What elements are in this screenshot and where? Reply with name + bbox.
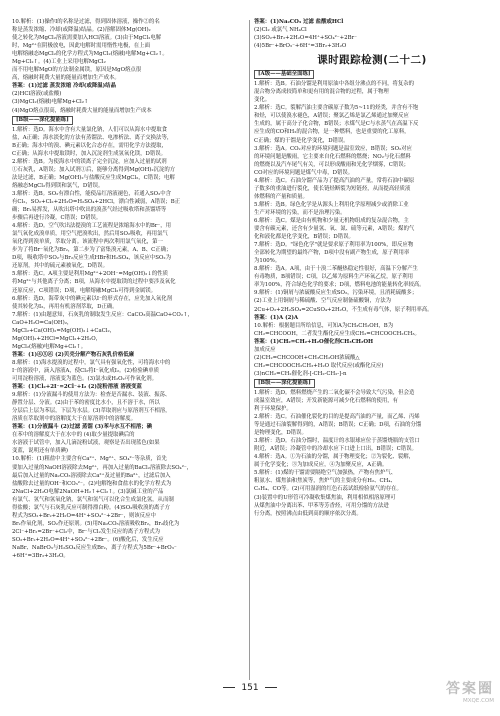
text-line: 率为100%，符合绿色化学的要求；D项，燃料电池的能量转化率较高。 xyxy=(254,282,425,289)
text-line: 有氯气、氢气和氢氧化钠，氯气和氢气可以化合生成氯化氢，从而制 xyxy=(12,496,174,503)
text-line: 生成的，属于高分子化合物，B错误；水煤气是C与水蒸气在高温下反 xyxy=(254,121,419,128)
footer-dash-right xyxy=(265,687,277,688)
text-line: 3.解析：选B。SO₂有漂白性，能使品红溶液褪色，若通入SO₂中含 xyxy=(12,190,172,197)
text-line: 称是蒸发浓缩、冷却(或降温)结晶。(2)溶解固体Mg(OH)₂ xyxy=(12,27,151,34)
text-line: 得盐酸；氯气与石灰乳反应可制得漂白粉。(4)SO₂吸收溴的离子方 xyxy=(12,504,171,511)
text-line: 2.解析：选B。为使海水中的镁离子完全沉淀，应加入过量的试剂 xyxy=(12,158,167,165)
text-line: 步为了将Br⁻氧化为Br₂，第二步为了富集溴元素，A、B、C正确； xyxy=(12,247,172,254)
text-line: CH₂=CHCOOH，二者发生酯化反应生成CH₂=CHCOOCH₂CH₃。 xyxy=(254,330,420,337)
text-line: CO对应的环境问题是煤气中毒，D错误。 xyxy=(254,169,354,176)
text-line: 混合物分离成较简单和更有用的混合物的过程，属于物理 xyxy=(254,89,389,96)
text-line: 行分离，按照沸点由低到高的顺序依次分离。 xyxy=(254,510,362,517)
text-line: 有毒物质，B项错误；C项，以乙烯为原料生产环氧乙烷，原子利用 xyxy=(254,274,414,281)
text-line: 5.解析：选C。A项主要是利用Mg²⁺+2OH⁻=Mg(OH)₂↓的性质 xyxy=(12,271,169,278)
text-line: C₂H₄、CO等。(2)可用湿润的红色石蕊试纸检验氨气的存在。 xyxy=(254,486,402,493)
left-column xyxy=(12,18,244,560)
text-line: 要加入过量的NaOH溶液除去Mg²⁺，再加入过量的BaCl₂溶液除去SO₄²⁻， xyxy=(12,464,193,471)
text-line: 7.解析：选D。"绿色化学"就是要求原子利用率为100%，即反应物 xyxy=(254,242,414,249)
text-line: 5.解析：选B。绿色化学是从源头上利用化学原理减少或消除工业 xyxy=(254,201,409,208)
footer-dash-left xyxy=(223,687,235,688)
text-line: 静置分层、分液。(2)由于苯的密度比水小，且不溶于水，所以 xyxy=(12,400,160,407)
text-line: 还原剂，其中的硫元素被氧化，D错误。 xyxy=(12,263,108,270)
text-line: 1.解析：选B。石油分馏是利用原油中各组分沸点的不同，将复杂的 xyxy=(254,81,415,88)
text-line: 确；Br₂易挥发，从吹出塔中吹出的溴蒸气经过吸收塔和蒸馏塔等 xyxy=(12,207,167,214)
text-line: C正确；从海水中提取镁时，加入沉淀剂生成氢氧化镁，D错误。 xyxy=(12,150,166,157)
text-line: MgCl₂+Ca(OH)₂=Mg(OH)₂↓+CaCl₂， xyxy=(12,327,116,334)
text-line: 熔融态MgCl₂得到镁和氯气，D错误。 xyxy=(12,182,104,189)
text-line: 1.解析：选D。海水中含有大量氯化钠，人们可以从海水中提取食 xyxy=(12,126,168,133)
text-line: CaO+H₂O=Ca(OH)₂， xyxy=(12,319,73,326)
text-line: 使之转化为MgCl₂溶液需要加入HCl溶液。(3)由于MgCl₂电解 xyxy=(12,35,162,42)
text-line: 答案：(1)A (2)A xyxy=(254,314,299,321)
text-line: 生产对环境的污染，而不是治理污染。 xyxy=(254,209,346,216)
text-line: C正确；煤的干馏是化学变化，D错误。 xyxy=(254,137,349,144)
text-line: +6H⁺=3Br₂+3H₂O。 xyxy=(12,553,69,560)
level-heading xyxy=(254,379,490,388)
text-line: 有Cl₂，SO₂+Cl₂+2H₂O=H₂SO₄+2HCl，漂白性减弱，A错误；B正 xyxy=(12,198,181,205)
text-line: 10.解析：(1)操作Ⅰ的名称是过滤，得到固体溶液，操作②的名 xyxy=(12,19,160,25)
text-line: (4)5Br⁻+BrO₃⁻+6H⁺=3Br₂+3H₂O xyxy=(254,43,347,50)
text-line: 6.解析：选D。海带灰中的碘元素以I⁻的形式存在，应先加入氧化剂 xyxy=(12,295,172,302)
text-line: 属于化学变化；③为加成反应，④为加聚反应，A正确。 xyxy=(254,462,388,469)
text-line: 答案：(1)CH₂=CH₂+H₂O催化剂CH₃CH₂OH xyxy=(254,338,374,345)
text-line: 程式为SO₂+Br₂+2H₂O=4H⁺+SO₄²⁻+2Br⁻，则该反应中 xyxy=(12,512,156,519)
previous-answers xyxy=(254,18,490,50)
watermark-logo: 答案圈 xyxy=(446,681,494,697)
column-divider xyxy=(249,20,250,680)
text-line: CH₂=CHCOOCH₂CH₃+H₂O 取代反应(或酯化反应) xyxy=(254,362,384,369)
text-line: 高，熔融时耗费大量的能量而增加生产成本。 xyxy=(12,75,120,82)
text-line: 溶质在萃取剂中的溶解度大于在原溶剂中的溶解度。 xyxy=(12,416,136,423)
text-line: 答案：(1)Cl₂+2I⁻=2Cl⁻+I₂ (2)淀粉溶液 溶液变蓝 xyxy=(12,384,142,391)
text-line: MgCl₂(熔融)电解Mg+Cl₂↑。 xyxy=(12,343,87,350)
right-body xyxy=(254,70,490,517)
text-line: 4.解析：选D。空气吹出法提溴的工艺流程是浓缩海水中的Br⁻，用 xyxy=(12,223,172,230)
text-line: 盐酸除去过量的OH⁻和CO₃²⁻。(2)电解饱和食盐水的化学方程式为 xyxy=(12,480,172,487)
text-line: 8.解析：选A。A项，由于十溴二苯醚热稳定性很好，高温下分解产生 xyxy=(254,266,418,273)
text-line: 氧化得到溴单质，萃取分离。该流程中两次利用氯气氧化，第一 xyxy=(12,239,163,246)
text-line: 最后加入过量的Na₂CO₃溶液除去Ca²⁺及过量的Ba²⁺，过滤后加入 xyxy=(12,472,171,479)
text-line: 10.解析：(1)粗盐中主要含有Ca²⁺、Mg²⁺、SO₄²⁻等杂质，首先 xyxy=(12,456,167,463)
level-heading xyxy=(12,116,244,125)
text-line: 氯气氧化成溴单质，用空气把溴吹出，然后用SO₂吸收，再用氯气 xyxy=(12,231,168,238)
text-line: 答案：(1)分液漏斗 (2)过滤 蒸馏 (3)苯与水互不相溶；碘 xyxy=(12,424,152,431)
text-line: B正确；海水中的溴、碘元素以化合态存在，需用化学方法提取， xyxy=(12,142,167,149)
text-line: 10.解析：根据题目所给信息，可知A为CH₃CH₂OH，B为 xyxy=(254,322,394,329)
text-line: 化和液化都是化学变化，B错误；D错误。 xyxy=(254,234,354,241)
text-line: 体燃料的产量和质量。 xyxy=(254,193,308,200)
text-line: (2)Cl₂ 或氯气 NH₄Cl xyxy=(254,27,307,34)
text-line: Mg(OH)₂+2HCl=MgCl₂+2H₂O， xyxy=(12,335,102,342)
text-line: 的环境问题是酸雨，它主要来自化石燃料的燃烧；NO₂与化石燃料 xyxy=(254,153,411,160)
text-line: 的燃烧以及汽车尾气有关，可以形成酸雨和光化学烟雾，C错误； xyxy=(254,161,410,168)
text-line: 成温室效应，A错误；开发新能源可减少化石燃料的使用，有 xyxy=(254,397,399,404)
text-line: 加成反应 xyxy=(254,346,276,353)
text-line: 子数多的重油进行裂化，使长链烃断裂为短链烃，从而提高轻质液 xyxy=(254,185,411,192)
text-line: (4)MgO熔点很高，熔融时耗费大量的能量而增加生产成本 xyxy=(12,107,152,114)
text-line: 而不用电解MgO的方法制金属镁，原因是MgO熔点很 xyxy=(12,67,142,74)
text-line: 等是通过石油裂解得到的，A错误；B错误；C正确；D项，石油的分馏 xyxy=(254,422,422,429)
watermark xyxy=(408,678,494,712)
text-line: (2)工业上用铜屑与稀硫酸、空气反应制备硫酸铜，方法为 xyxy=(254,298,392,305)
text-line: 为100%。 xyxy=(254,258,281,265)
text-line: 使其转化为I₂，再用有机溶剂萃取，D正确。 xyxy=(12,303,118,310)
text-line: 2Cu+O₂+2H₂SO₄=2CuSO₄+2H₂O，不生成有毒气体，原子利用率高。 xyxy=(254,306,433,313)
text-line: (2)HCl溶液(或盐酸) xyxy=(12,91,62,98)
text-line: 4.解析：选A。①为石油的分馏，属于物理变化；②为裂化、裂解， xyxy=(254,454,414,461)
text-line: 1.解析：选D。燃料燃烧产生的二氧化碳不会导致大气污染，但会造 xyxy=(254,389,415,396)
text-line: (3)SO₂+Br₂+2H₂O=4H⁺+SO₄²⁻+2Br⁻ xyxy=(254,35,357,42)
text-line: 将Mg²⁺与其他离子分离；B项，从海水中提取镁的过程中要涉及氧化 xyxy=(12,279,176,286)
text-line: 法是过滤，B正确；Mg(OH)₂与盐酸反应生成MgCl₂，C错误；电解 xyxy=(12,174,175,181)
text-line: 2Cl⁻+Br₂=2Br⁻+Cl₂中，Br⁻与Cl₂发生反应的离子方程式为 xyxy=(12,528,161,535)
text-line: 步骤后再进行冷凝，C错误；D错误。 xyxy=(12,215,102,222)
text-line: 2NaCl+2H₂O电解2NaOH+H₂↑+Cl₂↑。(3)氯碱工业的产品 xyxy=(12,488,164,495)
text-line: 粗氨水、煤焦油和焦炭等，焦炉气的主要成分有H₂、CH₄、 xyxy=(254,478,396,485)
text-line: 利于环境保护。 xyxy=(254,406,292,413)
watermark-url: MXQE.COM xyxy=(463,698,494,704)
text-line: (3)MgCl₂(熔融)电解Mg+Cl₂↑ xyxy=(12,99,89,106)
text-line: 电解熔融态MgCl₂的化学方程式为MgCl₂(熔融)电解Mg+Cl₂↑。 xyxy=(12,51,168,58)
text-line: D项，吸收塔中SO₂与Br₂反应生成HBr和H₂SO₄，该反应中SO₂为 xyxy=(12,255,171,262)
text-line: 分层后上层为苯层，下层为水层。(3)萃取剂应与原溶剂互不相溶， xyxy=(12,408,171,415)
text-line: 5.解析：(1)煤的干馏需要隔绝空气加强热，产物有焦炉气、 xyxy=(254,470,397,477)
level-heading-label: [B级——深化提能练] xyxy=(254,379,315,388)
text-line: NaBr、NaBrO₃与H₂SO₄反应生成Br₂，离子方程式为5Br⁻+BrO₃⁻ xyxy=(12,545,177,551)
text-line: 要含有碳元素，还含有少量氢、氧、氮、硫等元素，A错误；煤的气 xyxy=(254,226,415,233)
text-line: I⁻的溶液中，滴入溶液A，使Cl₂将I⁻氧化成I₂。(2)检验碘单质 xyxy=(12,367,159,374)
level-heading-label: [B级——深化提能练] xyxy=(12,116,73,125)
text-line: 是物理变化，D错误。 xyxy=(254,430,307,437)
text-line: 3.解析：选D。石油分馏时，温度计的水银球应位于蒸馏烧瓶的支管口 xyxy=(254,438,420,445)
text-line: 变蓝，说明还有单质碘) xyxy=(12,448,69,455)
text-line: 水溶液于试管中，加入几滴淀粉试液，观察是否出现蓝色(如果 xyxy=(12,440,160,447)
text-line: 2.解析：选C。裂解汽油主要含碳原子数为5~11的烃类，并含有不饱 xyxy=(254,105,419,112)
text-line: 时，Mg²⁺在阴极放电，因此电解时需用惰性电极，在上面 xyxy=(12,43,150,50)
text-line: 4.解析：选C。石油分馏产品为了提高汽油的产量，常将石油中碳原 xyxy=(254,177,415,184)
text-line: 6.解析：选C。煤是由有机物和少量无机物组成的复杂混合物，主 xyxy=(254,217,409,224)
text-line: 2.解析：选C。石油催化裂化的目的是提高汽油的产量，而乙烯、丙烯 xyxy=(254,414,420,421)
level-heading-label: [A级——基础全面练] xyxy=(254,70,314,79)
text-line: ①石灰乳，A错误；加入试剂①后，能够分离得到Mg(OH)₂沉淀的方 xyxy=(12,166,176,173)
text-line: 8.解析：(1)海水提溴的过程中，氯气具有强氧化性，可将海水中的 xyxy=(12,359,171,366)
right-column xyxy=(254,18,490,518)
text-line: Br₂作氧化剂，SO₂作还原剂。(5)用Na₂CO₃溶液吸收Br₂，Br₂歧化为 xyxy=(12,520,180,527)
page-number: 151 xyxy=(241,683,259,693)
text-line: 9.解析：(1)铜屑与浓硫酸反应生成SO₂，污染环境，且消耗硫酸多； xyxy=(254,290,418,297)
text-line: (3)装置中的U形管可冷凝收集煤焦油，利用相似相溶原理可 xyxy=(254,494,396,501)
level-heading xyxy=(254,70,490,79)
text-line: Mg+Cl₂↑。(4)工业上采用电解MgCl₂ xyxy=(12,59,106,66)
text-line: 在苯中的溶解度大于在水中的 (4)取少量提取碘后的 xyxy=(12,432,135,439)
text-line: 变化。 xyxy=(254,97,271,104)
text-line: 答案：(1)Na₂CO₃ 过滤 盐酸或HCl xyxy=(254,19,344,25)
section-title: 课时跟踪检测(二十二) xyxy=(317,54,427,67)
text-line: 9.解析：(1)分液漏斗的使用方法为：检查是否漏水、装液、振荡、 xyxy=(12,392,171,399)
text-line: 3.解析：选A。CO₂对应的环境问题是温室效应，B错误；SO₂对应 xyxy=(254,145,412,152)
text-line: (2)CH₂=CHCOOH+CH₃CH₂OH浓硫酸△ xyxy=(254,354,360,361)
text-line: 可用淀粉溶液，溶液变为蓝色。(3)氯水或H₂O₂可作氧化剂。 xyxy=(12,376,158,383)
text-line: SO₂+Br₂+2H₂O=4H⁺+SO₄²⁻+2Br⁻。(6)酸化后，发生反应 xyxy=(12,536,164,543)
text-line: 答案：(1)④⑤⑥ (2)贝壳分解产物石灰乳价格低廉 xyxy=(12,351,135,358)
text-line: (3)nCH₂=CH₂催化剂-[-CH₂-CH₂-]-n xyxy=(254,370,347,377)
text-line: 还原反应，C项错误；D项，电解熔融MgCl₂可得到金属镁。 xyxy=(12,287,157,294)
text-line: 附近，A错误；冷凝管中的冷却水应下口进上口出，B错误；C错误。 xyxy=(254,446,417,453)
text-line: 答案：(1)过滤 蒸发浓缩 冷却(或降温)结晶 xyxy=(12,83,116,90)
text-line: 和烃，可以使溴水褪色，A错误；聚氯乙烯是氯乙烯通过加聚反应 xyxy=(254,113,409,120)
text-line: 盐，A正确；海水淡化的方法有蒸馏法、电渗析法、离子交换法等， xyxy=(12,134,173,141)
text-line: 7.解析：(1)由题意知，石灰乳的制取发生反应：CaCO₃高温CaO+CO₂↑， xyxy=(12,311,193,318)
text-line: 全部转化为期望的最终产物，D项中没有副产物生成，原子利用率 xyxy=(254,250,410,257)
text-line: 从煤焦油中分离出苯、甲苯等芳香烃，可用分馏的方法进 xyxy=(254,502,389,509)
text-line: 应生成的CO和H₂的混合物，是一种燃料，也是重要的化工原料， xyxy=(254,129,410,136)
